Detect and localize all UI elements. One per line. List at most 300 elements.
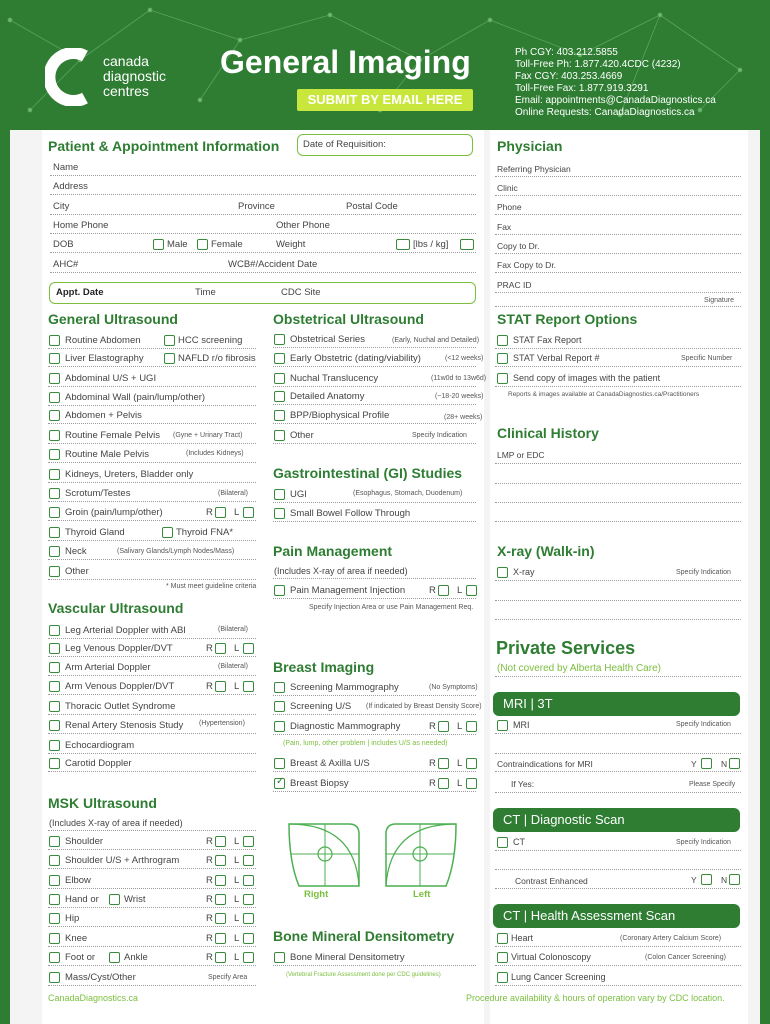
lbs-label: [lbs / kg] bbox=[413, 239, 449, 250]
abd-ugi-checkbox[interactable] bbox=[49, 373, 60, 384]
home-phone-label: Home Phone bbox=[53, 220, 109, 231]
ob-series-label: Obstetrical Series bbox=[290, 334, 365, 345]
prac-label: PRAC ID bbox=[497, 280, 532, 290]
row-line bbox=[48, 559, 256, 560]
r-label: R bbox=[429, 778, 436, 789]
hip-label: Hip bbox=[65, 913, 80, 924]
name-field[interactable] bbox=[50, 175, 476, 176]
mri-label: MRI bbox=[513, 720, 530, 730]
row-line bbox=[48, 965, 256, 966]
bilateral-note: (Bilateral) bbox=[218, 626, 248, 633]
renal-checkbox[interactable] bbox=[49, 720, 60, 731]
leg-art-label: Leg Arterial Doppler with ABI bbox=[65, 625, 186, 636]
xray-title: X-ray (Walk-in) bbox=[497, 543, 595, 559]
clinical-field[interactable] bbox=[495, 502, 741, 503]
copy-label: Copy to Dr. bbox=[497, 241, 540, 251]
male-pelvis-checkbox[interactable] bbox=[49, 449, 60, 460]
contact-line[interactable]: Online Requests: CanadaDiagnostics.ca bbox=[515, 107, 695, 118]
leg-ven-l-checkbox[interactable] bbox=[243, 643, 254, 654]
contrast-label: Contrast Enhanced bbox=[515, 876, 588, 886]
copy-field[interactable] bbox=[495, 253, 741, 254]
foot-l-checkbox[interactable] bbox=[243, 952, 254, 963]
abd-ugi-label: Abdominal U/S + UGI bbox=[65, 373, 157, 384]
specific-number-note: Specific Number bbox=[681, 355, 733, 362]
row-line bbox=[273, 965, 476, 966]
hcc-label: HCC screening bbox=[178, 335, 243, 346]
fax-copy-label: Fax Copy to Dr. bbox=[497, 260, 557, 270]
arm-ven-l-checkbox[interactable] bbox=[243, 681, 254, 692]
row-line bbox=[48, 348, 256, 349]
ob-other-label: Other bbox=[290, 430, 314, 441]
private-note: (Not covered by Alberta Health Care) bbox=[497, 663, 661, 674]
row-line bbox=[273, 771, 476, 772]
r-label: R bbox=[206, 952, 213, 963]
detailed-checkbox[interactable] bbox=[274, 391, 285, 402]
row-line bbox=[273, 598, 476, 599]
knee-checkbox[interactable] bbox=[49, 933, 60, 944]
l-label: L bbox=[457, 585, 463, 596]
r-label: R bbox=[206, 836, 213, 847]
right-label: Right bbox=[304, 889, 329, 900]
nuchal-note: (11w0d to 13w6d) bbox=[431, 375, 487, 382]
prac-field[interactable] bbox=[495, 292, 741, 293]
row-line bbox=[48, 694, 256, 695]
foot-label: Foot or bbox=[65, 952, 96, 963]
axilla-checkbox[interactable] bbox=[274, 758, 285, 769]
screening-mammo-checkbox[interactable] bbox=[274, 682, 285, 693]
if-yes-field[interactable] bbox=[495, 792, 741, 793]
axilla-l-checkbox[interactable] bbox=[466, 758, 477, 769]
routine-abdomen-checkbox[interactable] bbox=[49, 335, 60, 346]
ct-checkbox[interactable] bbox=[497, 837, 508, 848]
send-copy-label: Send copy of images with the patient bbox=[513, 373, 661, 383]
axilla-r-checkbox[interactable] bbox=[438, 758, 449, 769]
hand-l-checkbox[interactable] bbox=[243, 894, 254, 905]
ob-series-note: (Early, Nuchal and Detailed) bbox=[392, 337, 480, 344]
header-banner bbox=[0, 0, 770, 130]
bmd-checkbox[interactable] bbox=[274, 952, 285, 963]
footer-note: Procedure availability & hours of operation vary by CDC location. bbox=[466, 993, 725, 1003]
row-line bbox=[495, 348, 741, 349]
l-label: L bbox=[457, 721, 463, 732]
shoulder-l-checkbox[interactable] bbox=[243, 836, 254, 847]
hip-r-checkbox[interactable] bbox=[215, 913, 226, 924]
row-line bbox=[273, 521, 476, 522]
fna-checkbox[interactable] bbox=[162, 527, 173, 538]
female-pelvis-note: (Gyne + Urinary Tract) bbox=[173, 432, 243, 439]
male-checkbox[interactable] bbox=[153, 239, 164, 250]
row-line bbox=[273, 714, 476, 715]
sbft-checkbox[interactable] bbox=[274, 508, 285, 519]
hand-r-checkbox[interactable] bbox=[215, 894, 226, 905]
row-line bbox=[48, 849, 256, 850]
biopsy-checkbox[interactable] bbox=[274, 778, 285, 789]
n-label: N bbox=[721, 875, 728, 885]
province-label: Province bbox=[238, 201, 275, 212]
arthro-checkbox[interactable] bbox=[49, 855, 60, 866]
screening-us-checkbox[interactable] bbox=[274, 701, 285, 712]
xray-checkbox[interactable] bbox=[497, 567, 508, 578]
row-line bbox=[495, 965, 741, 966]
ugi-note: (Esophagus, Stomach, Duodenum) bbox=[353, 490, 463, 497]
row-line bbox=[48, 830, 256, 831]
n-label: N bbox=[721, 759, 728, 769]
echo-label: Echocardiogram bbox=[65, 740, 135, 751]
hcc-checkbox[interactable] bbox=[164, 335, 175, 346]
y-label: Y bbox=[691, 875, 697, 885]
female-label: Female bbox=[211, 239, 243, 250]
bpp-label: BPP/Biophysical Profile bbox=[290, 410, 390, 421]
ahc-field[interactable] bbox=[50, 272, 476, 273]
clinical-field[interactable] bbox=[495, 483, 741, 484]
ob-series-checkbox[interactable] bbox=[274, 334, 285, 345]
diag-l-checkbox[interactable] bbox=[466, 721, 477, 732]
contact-line: Fax CGY: 403.253.4669 bbox=[515, 71, 623, 82]
row-line bbox=[273, 404, 476, 405]
mass-label: Mass/Cyst/Other bbox=[65, 972, 136, 983]
l-label: L bbox=[234, 913, 240, 924]
thyroid-checkbox[interactable] bbox=[49, 527, 60, 538]
arm-ven-r-checkbox[interactable] bbox=[215, 681, 226, 692]
r-label: R bbox=[206, 933, 213, 944]
l-label: L bbox=[457, 758, 463, 769]
other-phone-label: Other Phone bbox=[276, 220, 330, 231]
contra-no-checkbox[interactable] bbox=[729, 758, 740, 769]
pain-l-checkbox[interactable] bbox=[466, 585, 477, 596]
kg-checkbox[interactable] bbox=[460, 239, 474, 250]
carotid-checkbox[interactable] bbox=[49, 758, 60, 769]
hand-checkbox[interactable] bbox=[49, 894, 60, 905]
row-line bbox=[48, 443, 256, 444]
screening-us-label: Screening U/S bbox=[290, 701, 352, 712]
pain-injection-checkbox[interactable] bbox=[274, 585, 285, 596]
reports-note[interactable]: Reports & images available at CanadaDiagnostics.ca/Practitioners bbox=[508, 391, 700, 398]
elbow-label: Elbow bbox=[65, 875, 91, 886]
nuchal-checkbox[interactable] bbox=[274, 373, 285, 384]
row-line bbox=[273, 386, 476, 387]
contact-line: Toll-Free Fax: 1.877.919.3291 bbox=[515, 83, 649, 94]
referring-field[interactable] bbox=[495, 176, 741, 177]
r-label: R bbox=[206, 913, 213, 924]
xray-label: X-ray bbox=[513, 567, 535, 577]
row-line bbox=[48, 675, 256, 676]
gen-other-label: Other bbox=[65, 566, 89, 577]
knee-l-checkbox[interactable] bbox=[243, 933, 254, 944]
leg-art-checkbox[interactable] bbox=[49, 625, 60, 636]
diag-r-checkbox[interactable] bbox=[438, 721, 449, 732]
l-label: L bbox=[457, 778, 463, 789]
bmd-title: Bone Mineral Densitometry bbox=[273, 928, 455, 944]
pain-r-checkbox[interactable] bbox=[438, 585, 449, 596]
specify-indication-note: Specify Indication bbox=[676, 839, 731, 846]
early-ob-label: Early Obstetric (dating/viability) bbox=[290, 353, 421, 364]
left-breast-diagram[interactable] bbox=[380, 822, 460, 890]
ugi-checkbox[interactable] bbox=[274, 489, 285, 500]
diag-mammo-checkbox[interactable] bbox=[274, 721, 285, 732]
stat-title: STAT Report Options bbox=[497, 311, 638, 327]
ahc-label: AHC# bbox=[53, 259, 79, 270]
thoracic-checkbox[interactable] bbox=[49, 701, 60, 712]
neck-checkbox[interactable] bbox=[49, 546, 60, 557]
row-line bbox=[273, 734, 476, 735]
cdc-logo-icon bbox=[45, 48, 99, 106]
l-label: L bbox=[234, 952, 240, 963]
ct-header: CT | Diagnostic Scan bbox=[493, 808, 740, 832]
ob-other-checkbox[interactable] bbox=[274, 430, 285, 441]
row-line bbox=[48, 656, 256, 657]
row-line bbox=[495, 888, 741, 889]
row-line bbox=[48, 985, 256, 986]
row-line bbox=[273, 578, 476, 579]
arm-ven-checkbox[interactable] bbox=[49, 681, 60, 692]
private-services-title: Private Services bbox=[496, 638, 636, 658]
general-ultrasound-title: General Ultrasound bbox=[48, 311, 178, 327]
row-line bbox=[495, 850, 741, 851]
r-label: R bbox=[429, 758, 436, 769]
patient-section-title: Patient & Appointment Information bbox=[48, 138, 280, 154]
wrist-label: Wrist bbox=[124, 894, 146, 905]
r-label: R bbox=[206, 894, 213, 905]
row-line bbox=[495, 733, 741, 734]
row-line bbox=[48, 520, 256, 521]
l-label: L bbox=[234, 875, 240, 886]
elastography-checkbox[interactable] bbox=[49, 353, 60, 364]
right-border bbox=[760, 130, 770, 1024]
fna-label: Thyroid FNA* bbox=[176, 527, 234, 538]
lung-checkbox[interactable] bbox=[497, 972, 508, 983]
nafld-checkbox[interactable] bbox=[164, 353, 175, 364]
clinic-field[interactable] bbox=[495, 195, 741, 196]
leg-ven-checkbox[interactable] bbox=[49, 643, 60, 654]
lbs-checkbox[interactable] bbox=[396, 239, 410, 250]
heart-label: Heart bbox=[511, 933, 534, 943]
clinical-field[interactable] bbox=[495, 521, 741, 522]
biopsy-r-checkbox[interactable] bbox=[438, 778, 449, 789]
elastography-label: Liver Elastography bbox=[65, 353, 144, 364]
detailed-label: Detailed Anatomy bbox=[290, 391, 365, 402]
l-label: L bbox=[234, 933, 240, 944]
ugi-label: UGI bbox=[290, 489, 307, 500]
contact-line: Toll-Free Ph: 1.877.420.4CDC (4232) bbox=[515, 59, 681, 70]
bilateral-note: (Bilateral) bbox=[218, 663, 248, 670]
requisition-label: Date of Requisition: bbox=[303, 139, 386, 150]
contrast-yes-checkbox[interactable] bbox=[701, 874, 712, 885]
mri-field[interactable] bbox=[495, 753, 741, 754]
detailed-note: (~18-20 weeks) bbox=[435, 393, 484, 400]
arm-ven-label: Arm Venous Doppler/DVT bbox=[65, 681, 175, 692]
clinical-field[interactable] bbox=[495, 463, 741, 464]
row-line bbox=[495, 366, 741, 367]
obstetrical-title: Obstetrical Ultrasound bbox=[273, 311, 424, 327]
abd-wall-checkbox[interactable] bbox=[49, 392, 60, 403]
biopsy-l-checkbox[interactable] bbox=[466, 778, 477, 789]
gen-other-checkbox[interactable] bbox=[49, 566, 60, 577]
left-label: Left bbox=[413, 889, 431, 900]
wcb-label: WCB#/Accident Date bbox=[228, 259, 318, 270]
right-breast-diagram[interactable] bbox=[285, 822, 365, 890]
row-line bbox=[48, 946, 256, 947]
arthro-l-checkbox[interactable] bbox=[243, 855, 254, 866]
weight-label: Weight bbox=[276, 239, 306, 250]
row-line bbox=[273, 791, 476, 792]
stat-fax-label: STAT Fax Report bbox=[513, 335, 582, 345]
postal-label: Postal Code bbox=[346, 201, 398, 212]
phys-phone-field[interactable] bbox=[495, 214, 741, 215]
row-line bbox=[273, 502, 476, 503]
leg-ven-label: Leg Venous Doppler/DVT bbox=[65, 643, 173, 654]
mri-checkbox[interactable] bbox=[497, 720, 508, 731]
ct-label: CT bbox=[513, 837, 525, 847]
stat-verbal-label: STAT Verbal Report # bbox=[513, 353, 600, 363]
knee-r-checkbox[interactable] bbox=[215, 933, 226, 944]
time-label: Time bbox=[195, 287, 216, 298]
diag-mammo-label: Diagnostic Mammography bbox=[290, 721, 401, 732]
row-line bbox=[48, 733, 256, 734]
row-line bbox=[48, 771, 256, 772]
scrotum-checkbox[interactable] bbox=[49, 488, 60, 499]
send-copy-checkbox[interactable] bbox=[497, 373, 508, 384]
thoracic-label: Thoracic Outlet Syndrome bbox=[65, 701, 176, 712]
row-line bbox=[48, 462, 256, 463]
l-label: L bbox=[234, 643, 240, 654]
address-field[interactable] bbox=[50, 194, 476, 195]
groin-r-checkbox[interactable] bbox=[215, 507, 226, 518]
row-line bbox=[48, 501, 256, 502]
early-ob-checkbox[interactable] bbox=[274, 353, 285, 364]
shoulder-label: Shoulder bbox=[65, 836, 104, 847]
physician-section-title: Physician bbox=[497, 138, 563, 154]
vascular-title: Vascular Ultrasound bbox=[48, 600, 184, 616]
phys-fax-field[interactable] bbox=[495, 234, 741, 235]
left-border bbox=[0, 130, 10, 1024]
row-line bbox=[495, 386, 741, 387]
specify-area-note: Specify Area bbox=[208, 974, 248, 981]
shoulder-checkbox[interactable] bbox=[49, 836, 60, 847]
heart-checkbox[interactable] bbox=[497, 933, 508, 944]
kub-checkbox[interactable] bbox=[49, 469, 60, 480]
leg-ven-r-checkbox[interactable] bbox=[215, 643, 226, 654]
contra-yes-checkbox[interactable] bbox=[701, 758, 712, 769]
hip-l-checkbox[interactable] bbox=[243, 913, 254, 924]
pain-title: Pain Management bbox=[273, 543, 393, 559]
abd-pelvis-checkbox[interactable] bbox=[49, 410, 60, 421]
sbft-label: Small Bowel Follow Through bbox=[290, 508, 411, 519]
pain-specify-note: Specify Injection Area or use Pain Management Req. bbox=[309, 604, 474, 611]
city-field[interactable] bbox=[50, 214, 476, 215]
fax-copy-field[interactable] bbox=[495, 272, 741, 273]
specify-indication-note: Specify Indication bbox=[676, 721, 731, 728]
row-line bbox=[495, 985, 741, 986]
brand-line-2: diagnostic bbox=[103, 68, 167, 84]
cdc-site-label: CDC Site bbox=[281, 287, 321, 298]
elbow-r-checkbox[interactable] bbox=[215, 875, 226, 886]
screening-us-note: (If indicated by Breast Density Score) bbox=[366, 703, 482, 710]
wrist-checkbox[interactable] bbox=[109, 894, 120, 905]
groin-checkbox[interactable] bbox=[49, 507, 60, 518]
r-label: R bbox=[429, 585, 436, 596]
foot-checkbox[interactable] bbox=[49, 952, 60, 963]
xray-field[interactable] bbox=[495, 619, 741, 620]
xray-field[interactable] bbox=[495, 600, 741, 601]
signature-field[interactable] bbox=[495, 306, 741, 307]
arthro-r-checkbox[interactable] bbox=[215, 855, 226, 866]
row-line bbox=[48, 423, 256, 424]
y-label: Y bbox=[691, 759, 697, 769]
scrotum-label: Scrotum/Testes bbox=[65, 488, 131, 499]
shoulder-r-checkbox[interactable] bbox=[215, 836, 226, 847]
male-label: Male bbox=[167, 239, 188, 250]
row-line bbox=[48, 386, 256, 387]
screening-mammo-note: (No Symptoms) bbox=[429, 684, 478, 691]
submit-email-button[interactable]: SUBMIT BY EMAIL HERE bbox=[297, 89, 473, 111]
l-label: L bbox=[234, 836, 240, 847]
l-label: L bbox=[234, 894, 240, 905]
contraindications-label: Contraindications for MRI bbox=[497, 759, 593, 769]
pain-injection-label: Pain Management Injection bbox=[290, 585, 406, 596]
kub-label: Kidneys, Ureters, Bladder only bbox=[65, 469, 194, 480]
colonoscopy-checkbox[interactable] bbox=[497, 952, 508, 963]
nafld-label: NAFLD r/o fibrosis bbox=[178, 353, 256, 364]
female-pelvis-checkbox[interactable] bbox=[49, 430, 60, 441]
foot-r-checkbox[interactable] bbox=[215, 952, 226, 963]
phys-phone-label: Phone bbox=[497, 202, 522, 212]
contrast-no-checkbox[interactable] bbox=[729, 874, 740, 885]
appointment-box[interactable] bbox=[49, 282, 476, 304]
neck-note: (Salivary Glands/Lymph Nodes/Mass) bbox=[117, 548, 235, 555]
echo-checkbox[interactable] bbox=[49, 740, 60, 751]
groin-l-checkbox[interactable] bbox=[243, 507, 254, 518]
axilla-label: Breast & Axilla U/S bbox=[290, 758, 370, 769]
ct-field[interactable] bbox=[495, 869, 741, 870]
screening-mammo-label: Screening Mammography bbox=[290, 682, 399, 693]
dob-field[interactable] bbox=[50, 252, 476, 253]
elbow-l-checkbox[interactable] bbox=[243, 875, 254, 886]
mass-checkbox[interactable] bbox=[49, 972, 60, 983]
routine-abdomen-label: Routine Abdomen bbox=[65, 335, 141, 346]
contact-info bbox=[515, 47, 716, 119]
hip-checkbox[interactable] bbox=[49, 913, 60, 924]
arm-art-checkbox[interactable] bbox=[49, 662, 60, 673]
page-title: General Imaging bbox=[220, 44, 471, 80]
r-label: R bbox=[206, 507, 213, 518]
female-checkbox[interactable] bbox=[197, 239, 208, 250]
abd-pelvis-label: Abdomen + Pelvis bbox=[65, 410, 142, 421]
early-ob-note: (<12 weeks) bbox=[445, 355, 484, 362]
row-line bbox=[48, 405, 256, 406]
row-line bbox=[273, 695, 476, 696]
row-line bbox=[495, 771, 741, 772]
diag-mammo-note: (Pain, lump, other problem | includes U/S as needed) bbox=[283, 740, 448, 747]
bpp-checkbox[interactable] bbox=[274, 410, 285, 421]
clinic-label: Clinic bbox=[497, 183, 518, 193]
biopsy-label: Breast Biopsy bbox=[290, 778, 349, 789]
row-line bbox=[48, 888, 256, 889]
gi-title: Gastrointestinal (GI) Studies bbox=[273, 465, 463, 481]
phone-field[interactable] bbox=[50, 233, 476, 234]
row-line bbox=[48, 907, 256, 908]
stat-fax-checkbox[interactable] bbox=[497, 335, 508, 346]
row-line bbox=[48, 579, 256, 580]
elbow-checkbox[interactable] bbox=[49, 875, 60, 886]
ankle-checkbox[interactable] bbox=[109, 952, 120, 963]
stat-verbal-checkbox[interactable] bbox=[497, 353, 508, 364]
footer-website[interactable]: CanadaDiagnostics.ca bbox=[48, 993, 139, 1003]
bmd-label: Bone Mineral Densitometry bbox=[290, 952, 405, 963]
contact-line[interactable]: Email: appointments@CanadaDiagnostics.ca bbox=[515, 95, 716, 106]
r-label: R bbox=[429, 721, 436, 732]
row-line bbox=[495, 946, 741, 947]
brand-line-1: canada bbox=[103, 53, 149, 69]
